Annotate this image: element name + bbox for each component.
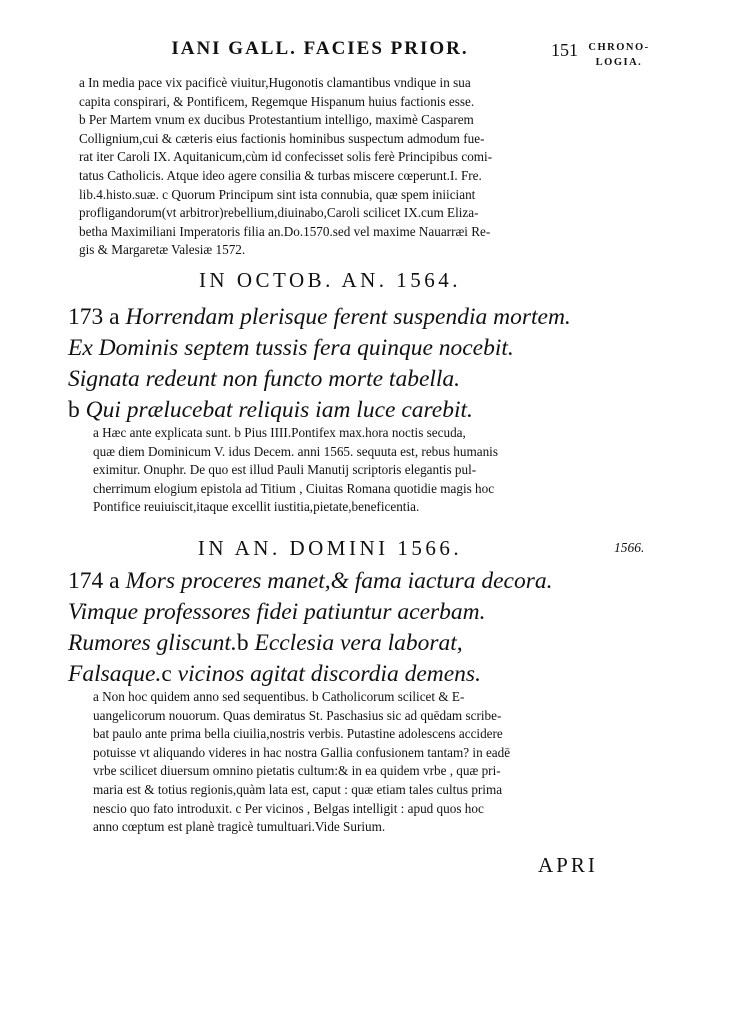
footnote-line: betha Maximiliani Imperatoris filia an.Do.1570.sed vel maxime Nauarræi Re-: [79, 223, 491, 239]
catchword: APRI: [538, 853, 598, 877]
footnote-line: vrbe scilicet diuersum omnino pietatis cultum:& in ea quidem vrbe , quæ pri-: [93, 763, 501, 779]
footnote-line: capita conspirari, & Pontificem, Regemque Hispanum huius factionis esse.: [79, 93, 475, 109]
verse-text: Vimque professores fidei patiuntur acerbam.: [68, 599, 486, 625]
verse-text: Falsaque.: [68, 661, 162, 687]
verse-marker: 174 a: [68, 568, 126, 594]
verse-line: [68, 566, 588, 597]
verse-text: vicinos agitat discordia demens.: [177, 661, 481, 687]
margin-heading-line: CHRONO-: [588, 42, 650, 53]
footnote-line: cherrimum elogium epistola ad Titium , Ciuitas Romana quotidie magis hoc: [93, 480, 495, 496]
verse-marker: c: [161, 661, 178, 687]
footnote-line: lib.4.histo.suæ. c Quorum Principum sint ista connubia, quæ spem iniiciant: [79, 186, 476, 202]
footnote-line: quæ diem Dominicum V. idus Decem. anni 1565. sequuta est, rebus humanis: [93, 443, 498, 459]
verse-line: [68, 302, 588, 333]
footnote-block-3: [93, 688, 613, 837]
verse-text: Signata redeunt non functo morte tabella.: [68, 366, 461, 392]
verse-line: [68, 659, 588, 690]
verse-text: Rumores gliscunt.: [68, 630, 237, 656]
verse-block-173: [68, 302, 588, 426]
footnote-line: a In media pace vix pacificè viuitur,Hugonotis clamantibus vndique in sua: [79, 75, 471, 90]
footnote-line: eximitur. Onuphr. De quo est illud Pauli Manutij scriptoris elegantis pul-: [93, 462, 477, 478]
verse-line: [68, 333, 588, 364]
verse-text: Qui prælucebat reliquis iam luce carebit.: [85, 397, 473, 423]
verse-marker: 173 a: [68, 304, 126, 330]
section-heading-1566: IN AN. DOMINI 1566.: [197, 536, 463, 560]
verse-marker: b: [68, 397, 86, 423]
margin-heading-line: LOGIA.: [595, 57, 643, 68]
footnote-line: uangelicorum nouorum. Quas demiratus St. Paschasius sic ad quēdam scribe-: [93, 707, 502, 723]
verse-line: [68, 364, 588, 395]
footnote-line: anno cœptum est planè tragicè tumultuari.Vide Surium.: [93, 819, 386, 835]
footnote-block-2: [93, 424, 613, 517]
footnote-line: a Non hoc quidem anno sed sequentibus. b Catholicorum scilicet & E-: [93, 689, 465, 704]
verse-text: Ex Dominis septem tussis fera quinque nocebit.: [68, 335, 514, 361]
footnote-line: gis & Margaretæ Valesiæ 1572.: [79, 242, 246, 258]
footnote-line: Pontifice reuiuiscit,itaque excellit iustitia,pietate,beneficentia.: [93, 499, 420, 515]
footnote-line: bat paulo ante prima bella ciuilia,nostris verbis. Putastine adolescens accidere: [93, 726, 503, 742]
footnote-line: b Per Martem vnum ex ducibus Protestantium intelligo, maximè Casparem: [79, 112, 474, 128]
page-number: 151: [551, 40, 578, 60]
verse-marker: b: [236, 630, 255, 656]
verse-text: Mors proceres manet,& fama iactura decora.: [125, 568, 553, 594]
verse-line: [68, 395, 588, 426]
verse-block-174: [68, 566, 588, 690]
footnote-block-1: [79, 74, 599, 260]
margin-heading: [579, 40, 659, 70]
margin-year-note: 1566.: [614, 540, 645, 555]
footnote-line: rat iter Caroli IX. Aquitanicum,cùm id confecisset solis ferè Principibus comi-: [79, 149, 493, 165]
verse-text: Horrendam plerisque ferent suspendia mortem.: [125, 304, 571, 330]
verse-line: [68, 597, 588, 628]
footnote-line: tatus Catholicis. Atque ideo agere consilia & turbas miscere cœperunt.I. Fre.: [79, 167, 482, 183]
footnote-line: a Hæc ante explicata sunt. b Pius IIII.Pontifex max.hora noctis secuda,: [93, 425, 466, 440]
footnote-line: potuisse vt aliquando videres in hac nostra Gallia confusionem tantam? in eadē: [93, 744, 511, 760]
running-title: IANI GALL. FACIES PRIOR.: [171, 38, 469, 59]
footnote-line: nescio quo fato introduxit. c Per vicinos , Belgas intelligit : apud quos hoc: [93, 800, 484, 816]
verse-text: Ecclesia vera laborat,: [254, 630, 463, 656]
footnote-line: maria est & totius regionis,quàm lata est, caput : quæ etiam tales cultus prima: [93, 781, 503, 797]
section-heading-1564: IN OCTOB. AN. 1564.: [198, 268, 462, 292]
verse-line: [68, 628, 588, 659]
footnote-line: profligandorum(vt arbitror)rebellium,diuinabo,Caroli scilicet IX.cum Eliza-: [79, 205, 479, 221]
footnote-line: Collignium,cui & cæteris eius factionis hominibus suspectum admodum fue-: [79, 130, 485, 146]
